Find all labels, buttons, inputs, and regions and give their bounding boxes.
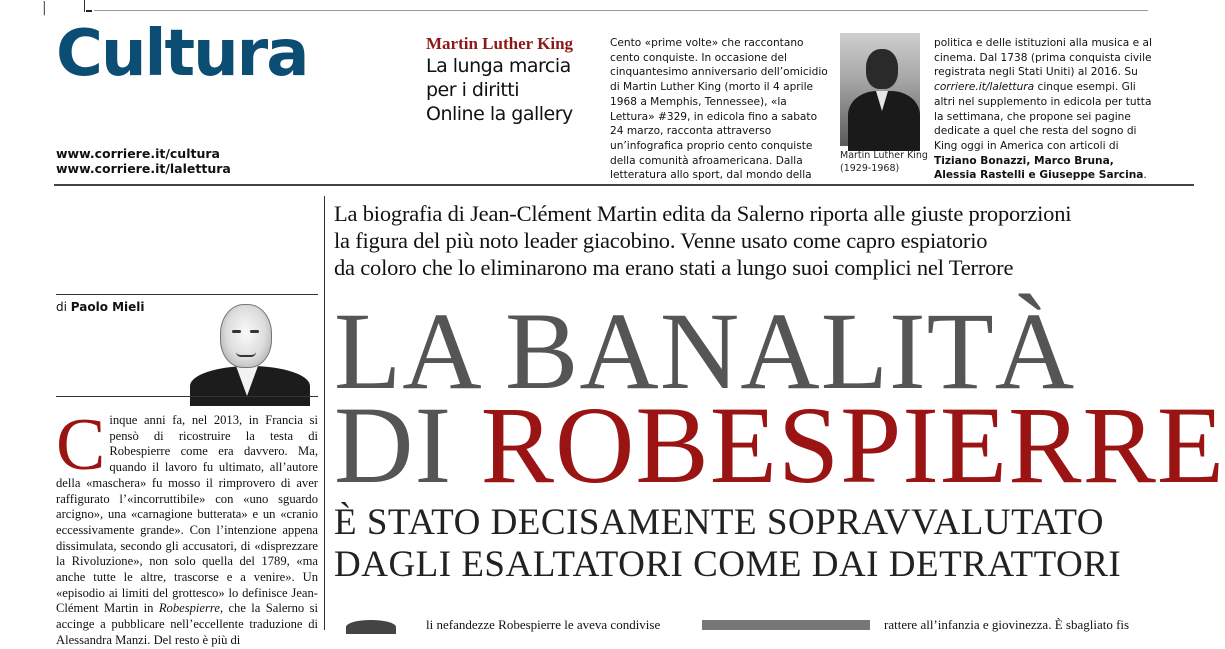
bottom-image-box bbox=[702, 620, 870, 630]
headline-prefix: DI bbox=[334, 384, 481, 506]
byline-rule bbox=[56, 294, 318, 295]
dropcap: C bbox=[56, 404, 106, 486]
author-face bbox=[220, 304, 272, 368]
subtitle-line: DAGLI ESALTATORI COME DAI DETRATTORI bbox=[334, 544, 1122, 585]
author-rule bbox=[56, 396, 318, 397]
byline-author: Paolo Mieli bbox=[70, 300, 145, 314]
article-subtitle bbox=[334, 502, 1194, 586]
body-text: inque anni fa, nel 2013, in Francia si pensò di ricostruire la testa di Robespierre come era davvero. Ma, quando il lavoro fu ultimato, all’autore della «maschera» fu mosso il rimprovero di aver raffigurato l’«incorruttibile» con «uno sguardo arcigno», una «carnagione butterata» e un «cranio eccessivamente grande». Con l’intenzione appena dissimulata, secondo gli accusatori, di «disprezzare la Rivoluzione», non solo quella del 1789, «ma anche tutte le altre, trascorse e a venire». Un «episodio ai limiti del grottesco» lo definisce Jean-Clément Martin in bbox=[56, 413, 318, 616]
deck-line: la figura del più noto leader giacobino. Venne usato come capro espiatorio bbox=[334, 228, 988, 253]
url-lalettura[interactable]: www.corriere.it/lalettura bbox=[56, 161, 231, 176]
headline-line-1: LA BANALITÀ bbox=[334, 290, 1076, 412]
mlk-kicker: Martin Luther King bbox=[426, 34, 574, 53]
bottom-text-column: li nefandezze Robespierre le aveva condivise bbox=[426, 617, 661, 632]
photo-head bbox=[866, 49, 898, 89]
column-divider bbox=[324, 196, 325, 630]
mlk-photo bbox=[840, 33, 920, 146]
mlk-headline-line: per i diritti bbox=[426, 79, 520, 101]
crop-mark: | bbox=[42, 0, 47, 16]
top-tick bbox=[84, 0, 85, 12]
author-eye bbox=[250, 330, 259, 333]
deck-line: La biografia di Jean-Clément Martin edita da Salerno riporta alle giuste proporzioni bbox=[334, 201, 1072, 226]
headline-name: ROBESPIERRE bbox=[480, 384, 1225, 506]
body-text: , che la Salerno si accinge a pubblicare nell’eccellente traduzione di Alessandra Manzi. Del resto è più di bbox=[56, 601, 318, 647]
article-body bbox=[56, 404, 318, 649]
book-title: Robespierre bbox=[158, 601, 220, 616]
author-photo bbox=[186, 300, 316, 396]
mlk-text-column-1: Cento «prime volte» che raccontano cento conquiste. In occasione del cinquantesimo anniversario dell’omicidio di Martin Luther King (morto il 4 aprile 1968 a Memphis, Tennessee), «la Lettura» #329, in edicola fino a sabato 24 marzo, racconta attraverso un’infografica proprio cento conquiste della comunità afroamericana. Dalla letteratura allo sport, dal mondo della bbox=[610, 37, 828, 182]
subtitle-line: È STATO DECISAMENTE SOPRAVVALUTATO bbox=[334, 502, 1105, 543]
mlk-photo-caption: Martin Luther King (1929-1968) bbox=[840, 150, 928, 174]
bottom-text-column: rattere all’infanzia e giovinezza. È sbagliato fis bbox=[884, 617, 1130, 632]
mlk-col2-authors: Tiziano Bonazzi, Marco Bruna, Alessia Rastelli e Giuseppe Sarcina bbox=[934, 154, 1144, 182]
header-divider bbox=[54, 184, 1194, 186]
mlk-col2-text: politica e delle istituzioni alla musica e al cinema. Dal 1738 (prima conquista civile registrata negli Stati Uniti) al 2016. Su bbox=[934, 37, 1152, 79]
url-cultura[interactable]: www.corriere.it/cultura bbox=[56, 146, 220, 161]
byline bbox=[56, 300, 145, 314]
mlk-headline[interactable] bbox=[426, 54, 601, 126]
top-rule bbox=[94, 10, 1148, 11]
section-title: Cultura bbox=[56, 17, 308, 91]
mlk-headline-line: La lunga marcia bbox=[426, 55, 571, 77]
mlk-col2-text: cinque esempi. Gli altri nel supplemento in edicola per tutta la settimana, che propone sei pagine dedicate a quel che resta del sogno di King oggi in America con articoli di bbox=[934, 81, 1152, 152]
mlk-text-column-2 bbox=[934, 36, 1159, 183]
deck-line: da coloro che lo eliminarono ma erano stati a lungo suoi complici nel Terrore bbox=[334, 255, 1014, 280]
author-mouth bbox=[236, 352, 256, 357]
mlk-headline-line: Online la gallery bbox=[426, 103, 573, 125]
headline-line-2 bbox=[334, 384, 1225, 506]
section-urls bbox=[56, 146, 231, 176]
byline-prefix: di bbox=[56, 300, 71, 314]
mlk-col2-text: . bbox=[1143, 169, 1147, 182]
bottom-photo bbox=[346, 620, 396, 634]
top-rule-left bbox=[86, 10, 92, 12]
author-eye bbox=[232, 330, 241, 333]
article-deck bbox=[334, 200, 1164, 281]
mlk-col2-link[interactable]: corriere.it/lalettura bbox=[934, 81, 1035, 94]
